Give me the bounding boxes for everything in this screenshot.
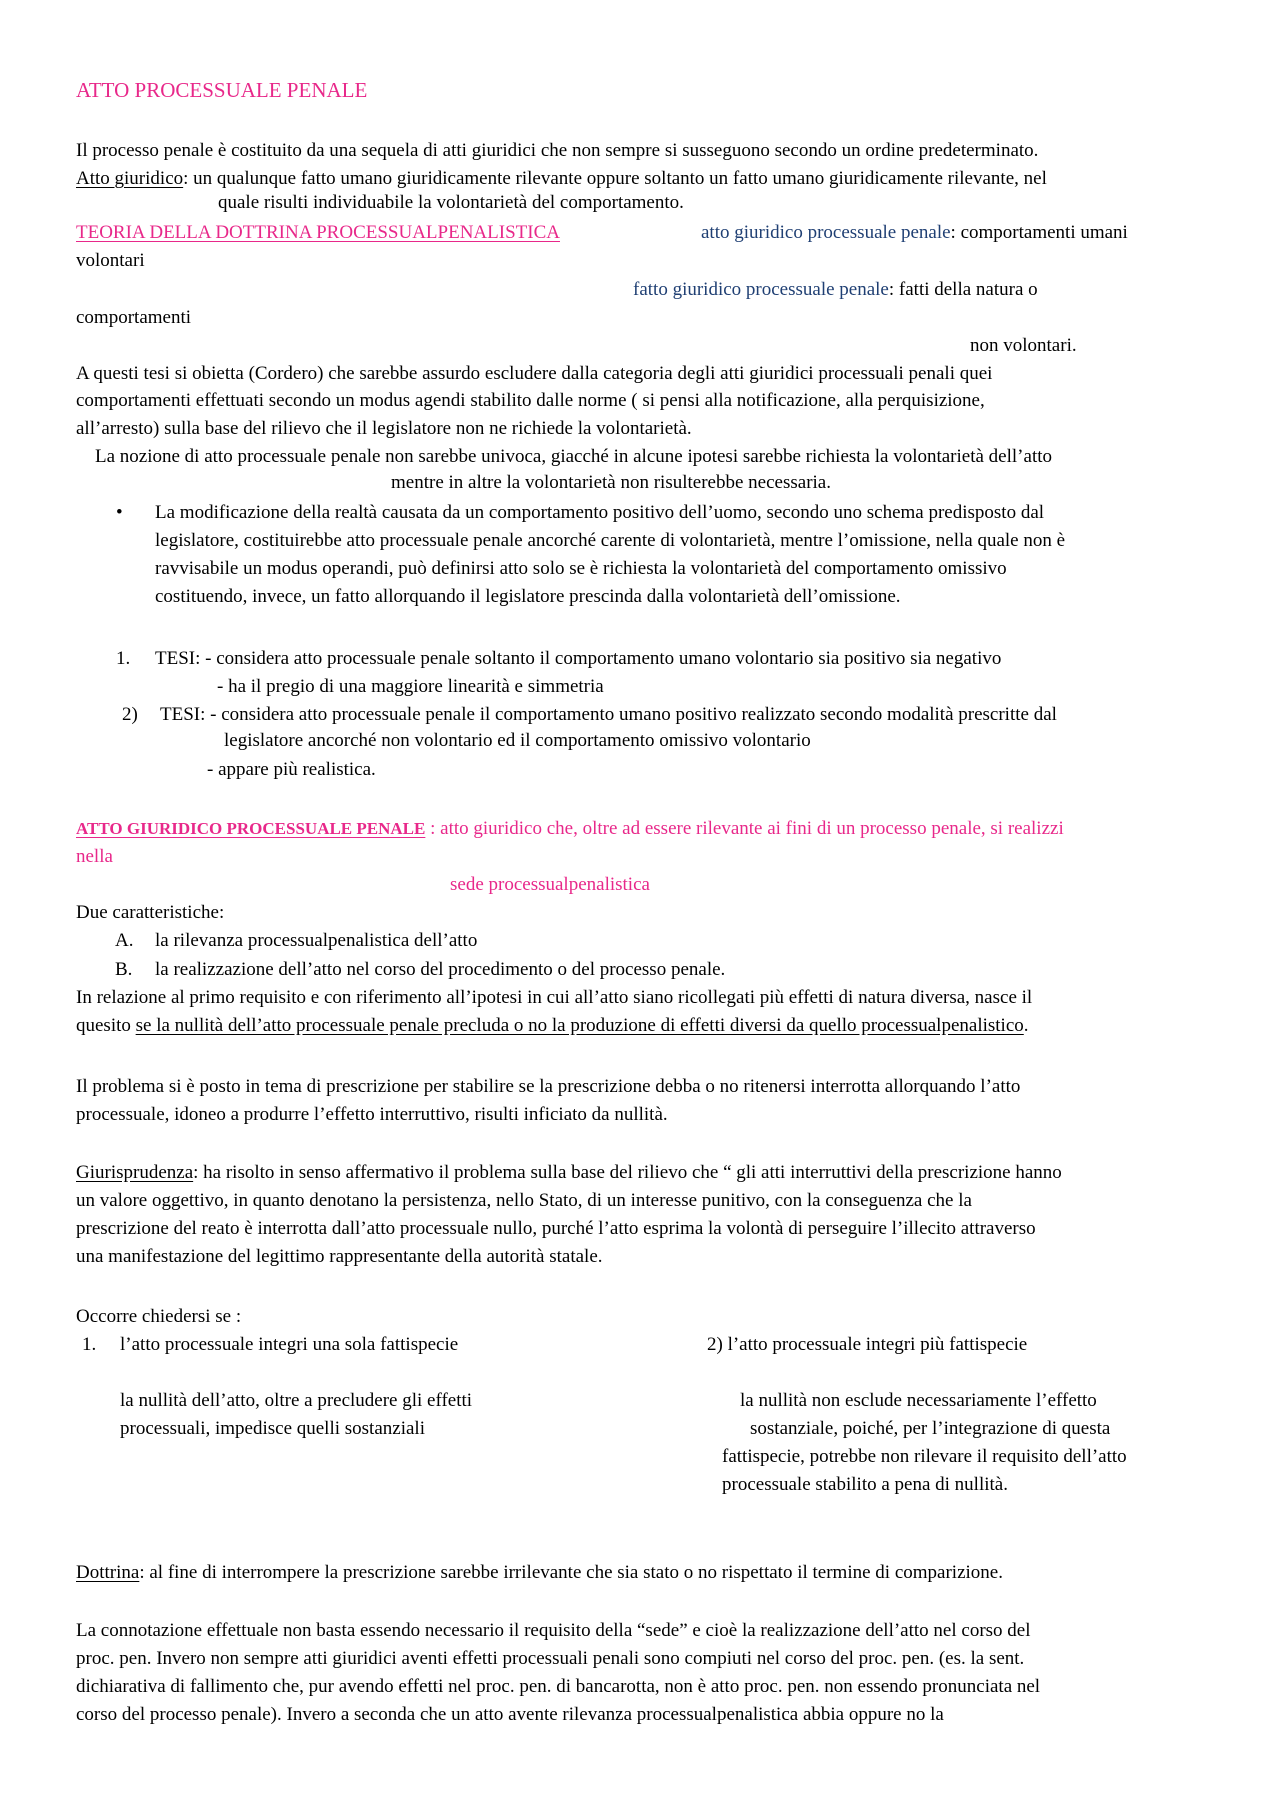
atto-giuridico-term: Atto giuridico [76, 168, 184, 189]
fatto-processuale-definition [633, 280, 1038, 299]
fatto-processuale-def-end: non volontari. [970, 335, 1077, 356]
problema-line: processuale, idoneo a produrre l’effetto interruttivo, risulti inficiato da nullità. [76, 1104, 668, 1125]
tesi-1-line: - ha il pregio di una maggiore linearità e simmetria [217, 676, 604, 697]
atto-processuale-definition [701, 223, 1128, 242]
atto-proc-def: : atto giuridico che, oltre ad essere rilevante ai fini di un processo penale, si realizzi [425, 818, 1064, 839]
caratteristica-text: la rilevanza processualpenalistica dell’atto [155, 930, 478, 951]
dottrina-def: : al fine di interrompere la prescrizione sarebbe irrilevante che sia stato o no rispettato il termine di comparizione. [139, 1562, 1003, 1583]
occorre-label: Occorre chiedersi se : [76, 1306, 242, 1327]
tesi-2-line: - appare più realistica. [207, 759, 376, 780]
relazione-quesito-end: . [1023, 1015, 1029, 1036]
dottrina-line [76, 1563, 1003, 1582]
occorre-right-line: la nullità non esclude necessariamente l’effetto [740, 1390, 1097, 1411]
atto-processuale-def-cont: volontari [76, 250, 145, 271]
occorre-right-line: sostanziale, poiché, per l’integrazione di questa [750, 1418, 1111, 1439]
atto-proc-def-end: sede processualpenalistica [450, 874, 650, 895]
atto-giuridico-def-cont: quale risulti individuabile la volontarietà del comportamento. [218, 192, 684, 213]
giurisprudenza-line: una manifestazione del legittimo rappresentante della autorità statale. [76, 1246, 603, 1267]
fatto-processuale-def: : fatti della natura o [888, 279, 1038, 300]
giurisprudenza-line [76, 1163, 1062, 1182]
occorre-right-line: processuale stabilito a pena di nullità. [722, 1474, 1008, 1495]
obiezione-line: A questi tesi si obietta (Cordero) che sarebbe assurdo escludere dalla categoria degli atti giuridici processuali penali quei [76, 363, 993, 384]
atto-processuale-def: : comportamenti umani [950, 222, 1128, 243]
fatto-processuale-term: fatto giuridico processuale penale [633, 279, 889, 300]
nozione-line: mentre in altre la volontarietà non risulterebbe necessaria. [391, 472, 831, 493]
bullet-line: ravvisabile un modus operandi, può definirsi atto solo se è richiesta la volontarietà del comportamento omissivo [155, 558, 1007, 579]
connotazione-line: corso del processo penale). Invero a seconda che un atto avente rilevanza processualpenalistica abbia oppure no la [76, 1704, 944, 1725]
tesi-2-label: TESI: - considera atto processuale penale il comportamento umano positivo realizzato secondo modalità prescritte dal [160, 704, 1057, 725]
bullet-line: La modificazione della realtà causata da un comportamento positivo dell’uomo, secondo uno schema predisposto dal [155, 502, 1045, 523]
connotazione-line: La connotazione effettuale non basta essendo necessario il requisito della “sede” e cioè la realizzazione dell’atto nel corso del [76, 1620, 1031, 1641]
intro-paragraph: Il processo penale è costituito da una sequela di atti giuridici che non sempre si susseguono secondo un ordine predeterminato. [76, 140, 1039, 161]
connotazione-line: dichiarativa di fallimento che, pur avendo effetti nel proc. pen. di bancarotta, non è atto proc. pen. non essendo pronunciata nel [76, 1676, 1041, 1697]
occorre-left-marker: 1. [82, 1334, 97, 1355]
giurisprudenza-term: Giurisprudenza [76, 1162, 194, 1183]
relazione-quesito-start: quesito [76, 1015, 136, 1036]
occorre-right-title: 2) l’atto processuale integri più fattispecie [707, 1334, 1028, 1355]
occorre-left-line: processuali, impedisce quelli sostanziali [120, 1418, 425, 1439]
relazione-quesito-underlined: se la nullità dell’atto processuale penale precluda o no la produzione di effetti diversi da quello processualpenalistico [135, 1015, 1024, 1036]
caratteristica-marker: B. [115, 959, 133, 980]
nozione-line: La nozione di atto processuale penale non sarebbe univoca, giacché in alcune ipotesi sarebbe richiesta la volontarietà dell’atto [95, 446, 1052, 467]
atto-giuridico-line [76, 169, 1047, 188]
page-title: ATTO PROCESSUALE PENALE [76, 78, 368, 102]
atto-processuale-term: atto giuridico processuale penale [701, 222, 951, 243]
caratteristica-text: la realizzazione dell’atto nel corso del procedimento o del processo penale. [155, 959, 726, 980]
tesi-2-line: legislatore ancorché non volontario ed il comportamento omissivo volontario [224, 730, 811, 751]
bullet-line: legislatore, costituirebbe atto processuale penale ancorché carente di volontarietà, mentre l’omissione, nella quale non è [155, 530, 1066, 551]
connotazione-line: proc. pen. Invero non sempre atti giuridici aventi effetti processuali penali sono compiuti nel corso del proc. pen. (es. la sent. [76, 1648, 1025, 1669]
bullet-line: costituendo, invece, un fatto allorquando il legislatore prescinda dalla volontarietà dell’omissione. [155, 586, 901, 607]
bullet-marker: • [116, 502, 123, 523]
giurisprudenza-line: prescrizione del reato è interrotta dall’atto processuale nullo, purché l’atto esprima la volontà di perseguire l’illecito attraverso [76, 1218, 1036, 1239]
atto-proc-heading: ATTO GIURIDICO PROCESSUALE PENALE [76, 819, 426, 838]
giurisprudenza-line: un valore oggettivo, in quanto denotano la persistenza, nello Stato, di un interesse punitivo, con la conseguenza che la [76, 1190, 972, 1211]
caratteristiche-label: Due caratteristiche: [76, 902, 225, 923]
tesi-1-marker: 1. [116, 648, 131, 669]
problema-line: Il problema si è posto in tema di prescrizione per stabilire se la prescrizione debba o no ritenersi interrotta allorquando l’atto [76, 1076, 1021, 1097]
tesi-1-label: TESI: - considera atto processuale penale soltanto il comportamento umano volontario sia positivo sia negativo [155, 648, 1002, 669]
obiezione-line: comportamenti effettuati secondo un modus agendi stabilito dalle norme ( si pensi alla notificazione, alla perquisizione, [76, 390, 985, 411]
fatto-processuale-def-cont: comportamenti [76, 307, 192, 328]
occorre-left-title: l’atto processuale integri una sola fattispecie [120, 1334, 459, 1355]
relazione-line: In relazione al primo requisito e con riferimento all’ipotesi in cui all’atto siano ricollegati più effetti di natura diversa, nasce il [76, 987, 1033, 1008]
occorre-left-line: la nullità dell’atto, oltre a precludere gli effetti [120, 1390, 473, 1411]
atto-proc-def-cont: nella [76, 846, 113, 867]
dottrina-term: Dottrina [76, 1562, 140, 1583]
atto-proc-line [76, 819, 1064, 838]
tesi-2-marker: 2) [122, 704, 138, 725]
caratteristica-marker: A. [115, 930, 134, 951]
obiezione-line: all’arresto) sulla base del rilievo che il legislatore non ne richiede la volontarietà. [76, 418, 692, 439]
giurisprudenza-def: : ha risolto in senso affermativo il problema sulla base del rilievo che “ gli atti interruttivi della prescrizione hanno [193, 1162, 1062, 1183]
occorre-right-line: fattispecie, potrebbe non rilevare il requisito dell’atto [722, 1446, 1127, 1467]
relazione-quesito [76, 1016, 1029, 1035]
atto-giuridico-def: : un qualunque fatto umano giuridicamente rilevante oppure soltanto un fatto umano giuridicamente rilevante, nel [183, 168, 1047, 189]
teoria-heading: TEORIA DELLA DOTTRINA PROCESSUALPENALISTICA [76, 222, 560, 243]
